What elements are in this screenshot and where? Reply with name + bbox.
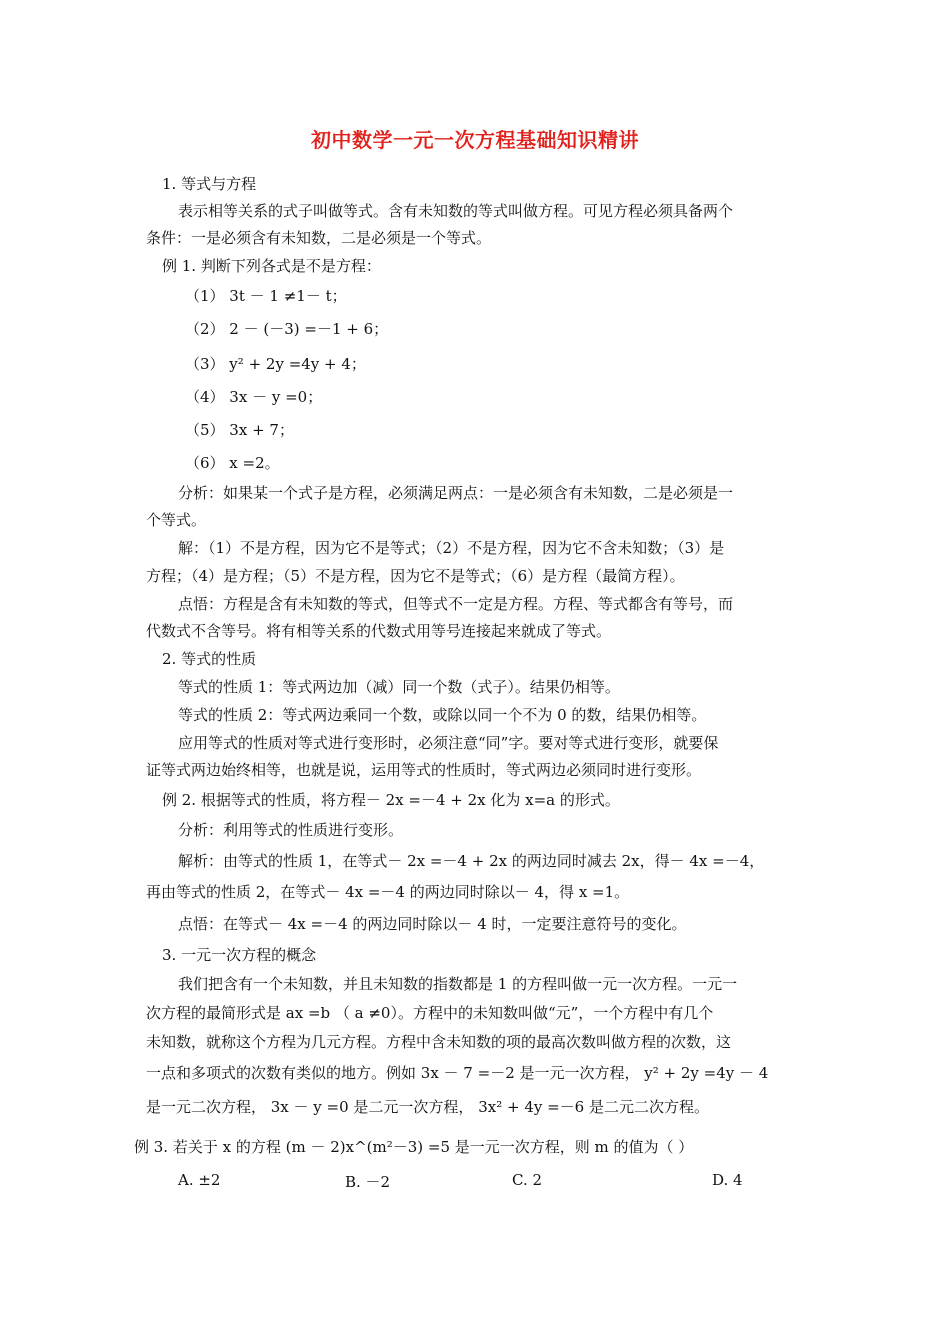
- paragraph-line: 分析：如果某一个式子是方程，必须满足两点：一是必须含有未知数，二是必须是一: [178, 484, 734, 502]
- paragraph-line: 解：（1）不是方程，因为它不是等式；（2）不是方程，因为它不含未知数；（3）是: [178, 539, 725, 557]
- paragraph-line: 证等式两边始终相等，也就是说，运用等式的性质时，等式两边必须同时进行变形。: [146, 761, 702, 779]
- formula-item: （6） x =2。: [185, 454, 280, 472]
- paragraph-line: 表示相等关系的式子叫做等式。含有未知数的等式叫做方程。可见方程必须具备两个: [178, 202, 734, 220]
- paragraph-line: 等式的性质 2：等式两边乘同一个数，或除以同一个不为 0 的数，结果仍相等。: [178, 706, 707, 724]
- paragraph-line: 次方程的最简形式是 ax =b （ a ≠0）。方程中的未知数叫做“元”，一个方程中有几个: [146, 1004, 714, 1022]
- example-heading: 例 1. 判断下列各式是不是方程：: [162, 257, 381, 275]
- example-heading: 例 3. 若关于 x 的方程 (m － 2)x^(m²－3) =5 是一元一次方程，则 m 的值为（ ）: [134, 1138, 694, 1156]
- paragraph-line: 再由等式的性质 2，在等式－ 4x =－4 的两边同时除以－ 4，得 x =1。: [146, 883, 630, 901]
- formula-item: （2） 2 － (－3) =－1 + 6；: [185, 320, 389, 338]
- example-heading: 例 2. 根据等式的性质，将方程－ 2x =－4 + 2x 化为 x=a 的形式。: [162, 791, 620, 809]
- formula-item: （1） 3t － 1 ≠1－ t；: [185, 287, 347, 305]
- paragraph-line: 分析：利用等式的性质进行变形。: [178, 821, 404, 839]
- formula-item: （5） 3x + 7；: [185, 421, 294, 439]
- paragraph-line: 方程；（4）是方程；（5）不是方程，因为它不是等式；（6）是方程（最简方程）。: [146, 567, 685, 585]
- section-heading: 3. 一元一次方程的概念: [162, 946, 317, 964]
- option-b: B. －2: [345, 1173, 391, 1191]
- paragraph-line: 应用等式的性质对等式进行变形时，必须注意“同”字。要对等式进行变形，就要保: [178, 734, 719, 752]
- formula-item: （4） 3x － y =0；: [185, 388, 323, 406]
- paragraph-line: 条件：一是必须含有未知数，二是必须是一个等式。: [146, 229, 492, 247]
- section-heading: 1. 等式与方程: [162, 175, 257, 193]
- section-heading: 2. 等式的性质: [162, 650, 257, 668]
- paragraph-line: 点悟：方程是含有未知数的等式，但等式不一定是方程。方程、等式都含有等号，而: [178, 595, 734, 613]
- document-title: 初中数学一元一次方程基础知识精讲: [311, 128, 639, 152]
- paragraph-line: 一点和多项式的次数有类似的地方。例如 3x － 7 =－2 是一元一次方程， y² + 2y =4y － 4: [146, 1064, 769, 1082]
- paragraph-line: 是一元二次方程， 3x － y =0 是二元一次方程， 3x² + 4y =－6 是二元二次方程。: [146, 1098, 709, 1116]
- option-c: C. 2: [512, 1171, 543, 1189]
- paragraph-line: 代数式不含等号。将有相等关系的代数式用等号连接起来就成了等式。: [146, 622, 612, 640]
- paragraph-line: 点悟：在等式－ 4x =－4 的两边同时除以－ 4 时，一定要注意符号的变化。: [178, 915, 687, 933]
- formula-item: （3） y² + 2y =4y + 4；: [185, 355, 366, 373]
- option-a: A. ±2: [178, 1171, 221, 1189]
- paragraph-line: 解析：由等式的性质 1，在等式－ 2x =－4 + 2x 的两边同时减去 2x，得－ 4x =－4，: [178, 852, 765, 870]
- paragraph-line: 等式的性质 1：等式两边加（减）同一个数（式子）。结果仍相等。: [178, 678, 620, 696]
- paragraph-line: 我们把含有一个未知数，并且未知数的指数都是 1 的方程叫做一元一次方程。一元一: [178, 975, 738, 993]
- option-d: D. 4: [712, 1171, 743, 1189]
- paragraph-line: 个等式。: [146, 511, 207, 529]
- paragraph-line: 未知数，就称这个方程为几元方程。方程中含未知数的项的最高次数叫做方程的次数，这: [146, 1033, 732, 1051]
